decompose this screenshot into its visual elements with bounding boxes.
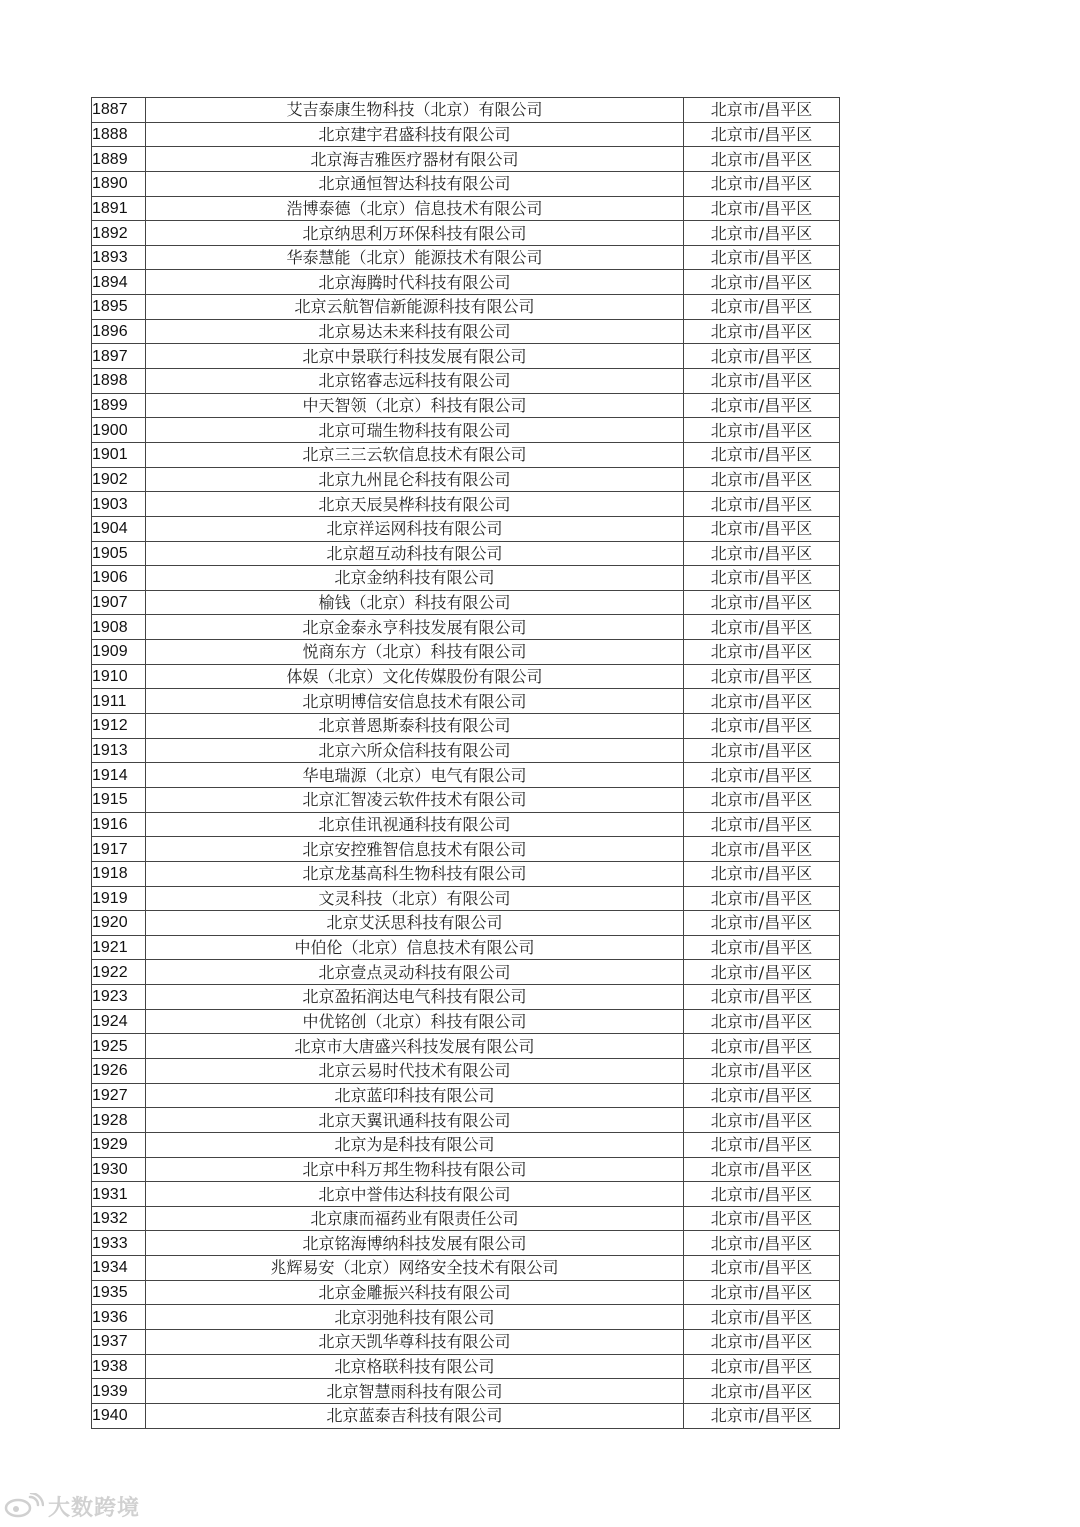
region: 北京市/昌平区 — [684, 245, 840, 270]
region: 北京市/昌平区 — [684, 738, 840, 763]
company-list-table — [91, 97, 840, 1429]
row-number: 1923 — [92, 985, 146, 1010]
company-name: 北京纳思利万环保科技有限公司 — [146, 221, 684, 246]
region: 北京市/昌平区 — [684, 516, 840, 541]
table-row — [92, 196, 840, 221]
row-number: 1928 — [92, 1108, 146, 1133]
company-name: 北京六所众信科技有限公司 — [146, 738, 684, 763]
table-row — [92, 442, 840, 467]
row-number: 1903 — [92, 492, 146, 517]
company-name: 北京九州昆仑科技有限公司 — [146, 467, 684, 492]
row-number: 1934 — [92, 1256, 146, 1281]
table-row — [92, 1182, 840, 1207]
region: 北京市/昌平区 — [684, 861, 840, 886]
row-number: 1935 — [92, 1280, 146, 1305]
region: 北京市/昌平区 — [684, 714, 840, 739]
row-number: 1897 — [92, 344, 146, 369]
company-name: 北京为是科技有限公司 — [146, 1132, 684, 1157]
region: 北京市/昌平区 — [684, 1083, 840, 1108]
table-row — [92, 1058, 840, 1083]
region: 北京市/昌平区 — [684, 393, 840, 418]
weibo-logo-icon — [4, 1493, 44, 1519]
table-row — [92, 960, 840, 985]
row-number: 1899 — [92, 393, 146, 418]
table-row — [92, 640, 840, 665]
region: 北京市/昌平区 — [684, 787, 840, 812]
table-row — [92, 664, 840, 689]
table-row — [92, 418, 840, 443]
row-number: 1893 — [92, 245, 146, 270]
company-name: 体娱（北京）文化传媒股份有限公司 — [146, 664, 684, 689]
region: 北京市/昌平区 — [684, 1108, 840, 1133]
region: 北京市/昌平区 — [684, 221, 840, 246]
row-number: 1919 — [92, 886, 146, 911]
company-name: 北京海吉雅医疗器材有限公司 — [146, 147, 684, 172]
row-number: 1904 — [92, 516, 146, 541]
company-name: 北京祥运网科技有限公司 — [146, 516, 684, 541]
region: 北京市/昌平区 — [684, 812, 840, 837]
table-row — [92, 1330, 840, 1355]
region: 北京市/昌平区 — [684, 442, 840, 467]
company-name: 北京龙基高科生物科技有限公司 — [146, 861, 684, 886]
table-row — [92, 985, 840, 1010]
row-number: 1900 — [92, 418, 146, 443]
row-number: 1917 — [92, 837, 146, 862]
row-number: 1924 — [92, 1009, 146, 1034]
table-row — [92, 689, 840, 714]
region: 北京市/昌平区 — [684, 1034, 840, 1059]
company-name: 北京市大唐盛兴科技发展有限公司 — [146, 1034, 684, 1059]
table-row — [92, 886, 840, 911]
region: 北京市/昌平区 — [684, 147, 840, 172]
company-name: 中优铭创（北京）科技有限公司 — [146, 1009, 684, 1034]
region: 北京市/昌平区 — [684, 418, 840, 443]
region: 北京市/昌平区 — [684, 886, 840, 911]
company-name: 北京中景联行科技发展有限公司 — [146, 344, 684, 369]
table-row — [92, 1280, 840, 1305]
row-number: 1913 — [92, 738, 146, 763]
watermark — [4, 1491, 140, 1521]
row-number: 1918 — [92, 861, 146, 886]
region: 北京市/昌平区 — [684, 615, 840, 640]
table-row — [92, 1379, 840, 1404]
company-name: 北京超互动科技有限公司 — [146, 541, 684, 566]
company-name: 北京金雕振兴科技有限公司 — [146, 1280, 684, 1305]
row-number: 1895 — [92, 295, 146, 320]
region: 北京市/昌平区 — [684, 344, 840, 369]
row-number: 1921 — [92, 935, 146, 960]
region: 北京市/昌平区 — [684, 122, 840, 147]
company-name: 浩博泰德（北京）信息技术有限公司 — [146, 196, 684, 221]
row-number: 1892 — [92, 221, 146, 246]
region: 北京市/昌平区 — [684, 590, 840, 615]
table-row — [92, 344, 840, 369]
region: 北京市/昌平区 — [684, 1157, 840, 1182]
company-name: 北京铭海博纳科技发展有限公司 — [146, 1231, 684, 1256]
company-name: 北京可瑞生物科技有限公司 — [146, 418, 684, 443]
company-name: 北京金纳科技有限公司 — [146, 566, 684, 591]
row-number: 1937 — [92, 1330, 146, 1355]
region: 北京市/昌平区 — [684, 566, 840, 591]
table-row — [92, 714, 840, 739]
region: 北京市/昌平区 — [684, 1132, 840, 1157]
row-number: 1930 — [92, 1157, 146, 1182]
company-name: 中天智领（北京）科技有限公司 — [146, 393, 684, 418]
row-number: 1922 — [92, 960, 146, 985]
row-number: 1931 — [92, 1182, 146, 1207]
row-number: 1890 — [92, 171, 146, 196]
company-name: 兆辉易安（北京）网络安全技术有限公司 — [146, 1256, 684, 1281]
company-name: 北京天翼讯通科技有限公司 — [146, 1108, 684, 1133]
table-row — [92, 1206, 840, 1231]
table-row — [92, 1305, 840, 1330]
table-row — [92, 492, 840, 517]
region: 北京市/昌平区 — [684, 270, 840, 295]
company-name: 华电瑞源（北京）电气有限公司 — [146, 763, 684, 788]
company-name: 北京艾沃思科技有限公司 — [146, 911, 684, 936]
row-number: 1929 — [92, 1132, 146, 1157]
row-number: 1907 — [92, 590, 146, 615]
company-name: 北京蓝印科技有限公司 — [146, 1083, 684, 1108]
region: 北京市/昌平区 — [684, 911, 840, 936]
row-number: 1938 — [92, 1354, 146, 1379]
table-row — [92, 221, 840, 246]
region: 北京市/昌平区 — [684, 1379, 840, 1404]
table-row — [92, 935, 840, 960]
row-number: 1910 — [92, 664, 146, 689]
company-name: 中伯伦（北京）信息技术有限公司 — [146, 935, 684, 960]
region: 北京市/昌平区 — [684, 295, 840, 320]
row-number: 1909 — [92, 640, 146, 665]
row-number: 1888 — [92, 122, 146, 147]
table-row — [92, 369, 840, 394]
table-row — [92, 837, 840, 862]
table-row — [92, 245, 840, 270]
row-number: 1936 — [92, 1305, 146, 1330]
company-list-body — [92, 98, 840, 1429]
table-row — [92, 98, 840, 123]
company-name: 北京壹点灵动科技有限公司 — [146, 960, 684, 985]
row-number: 1905 — [92, 541, 146, 566]
table-row — [92, 787, 840, 812]
company-name: 北京三三云软信息技术有限公司 — [146, 442, 684, 467]
table-row — [92, 590, 840, 615]
region: 北京市/昌平区 — [684, 98, 840, 123]
row-number: 1896 — [92, 319, 146, 344]
company-name: 北京佳讯视通科技有限公司 — [146, 812, 684, 837]
table-row — [92, 467, 840, 492]
company-name: 北京蓝泰吉科技有限公司 — [146, 1403, 684, 1428]
company-name: 北京中誉伟达科技有限公司 — [146, 1182, 684, 1207]
region: 北京市/昌平区 — [684, 985, 840, 1010]
region: 北京市/昌平区 — [684, 1182, 840, 1207]
company-name: 北京中科万邦生物科技有限公司 — [146, 1157, 684, 1182]
table-row — [92, 1256, 840, 1281]
row-number: 1939 — [92, 1379, 146, 1404]
watermark-text: 大数跨境 — [48, 1495, 141, 1521]
row-number: 1927 — [92, 1083, 146, 1108]
company-name: 北京盈拓润达电气科技有限公司 — [146, 985, 684, 1010]
row-number: 1898 — [92, 369, 146, 394]
company-name: 北京云航智信新能源科技有限公司 — [146, 295, 684, 320]
row-number: 1926 — [92, 1058, 146, 1083]
company-name: 北京明博信安信息技术有限公司 — [146, 689, 684, 714]
table-row — [92, 1108, 840, 1133]
table-row — [92, 738, 840, 763]
company-name: 悦商东方（北京）科技有限公司 — [146, 640, 684, 665]
company-name: 北京天辰昊桦科技有限公司 — [146, 492, 684, 517]
company-name: 北京海腾时代科技有限公司 — [146, 270, 684, 295]
region: 北京市/昌平区 — [684, 492, 840, 517]
row-number: 1908 — [92, 615, 146, 640]
region: 北京市/昌平区 — [684, 837, 840, 862]
row-number: 1925 — [92, 1034, 146, 1059]
company-name: 北京建宇君盛科技有限公司 — [146, 122, 684, 147]
region: 北京市/昌平区 — [684, 689, 840, 714]
table-row — [92, 122, 840, 147]
table-row — [92, 763, 840, 788]
region: 北京市/昌平区 — [684, 1305, 840, 1330]
region: 北京市/昌平区 — [684, 369, 840, 394]
company-name: 北京金泰永亨科技发展有限公司 — [146, 615, 684, 640]
table-row — [92, 861, 840, 886]
table-row — [92, 615, 840, 640]
company-name: 华泰慧能（北京）能源技术有限公司 — [146, 245, 684, 270]
region: 北京市/昌平区 — [684, 1403, 840, 1428]
table-row — [92, 812, 840, 837]
company-name: 文灵科技（北京）有限公司 — [146, 886, 684, 911]
table-row — [92, 147, 840, 172]
row-number: 1933 — [92, 1231, 146, 1256]
table-row — [92, 295, 840, 320]
company-name: 北京铭睿志远科技有限公司 — [146, 369, 684, 394]
company-name: 北京羽弛科技有限公司 — [146, 1305, 684, 1330]
row-number: 1887 — [92, 98, 146, 123]
region: 北京市/昌平区 — [684, 1206, 840, 1231]
table-row — [92, 1009, 840, 1034]
table-row — [92, 319, 840, 344]
row-number: 1914 — [92, 763, 146, 788]
region: 北京市/昌平区 — [684, 196, 840, 221]
row-number: 1932 — [92, 1206, 146, 1231]
region: 北京市/昌平区 — [684, 319, 840, 344]
table-row — [92, 1231, 840, 1256]
row-number: 1889 — [92, 147, 146, 172]
table-row — [92, 393, 840, 418]
region: 北京市/昌平区 — [684, 1256, 840, 1281]
table-row — [92, 1034, 840, 1059]
row-number: 1920 — [92, 911, 146, 936]
table-row — [92, 911, 840, 936]
region: 北京市/昌平区 — [684, 171, 840, 196]
region: 北京市/昌平区 — [684, 935, 840, 960]
table-row — [92, 171, 840, 196]
company-name: 北京康而福药业有限责任公司 — [146, 1206, 684, 1231]
company-name: 北京云易时代技术有限公司 — [146, 1058, 684, 1083]
row-number: 1911 — [92, 689, 146, 714]
region: 北京市/昌平区 — [684, 763, 840, 788]
table-row — [92, 1083, 840, 1108]
company-name: 榆钱（北京）科技有限公司 — [146, 590, 684, 615]
region: 北京市/昌平区 — [684, 1009, 840, 1034]
company-name: 北京易达未来科技有限公司 — [146, 319, 684, 344]
company-name: 艾吉泰康生物科技（北京）有限公司 — [146, 98, 684, 123]
company-name: 北京通恒智达科技有限公司 — [146, 171, 684, 196]
region: 北京市/昌平区 — [684, 640, 840, 665]
row-number: 1902 — [92, 467, 146, 492]
table-row — [92, 1403, 840, 1428]
table-row — [92, 541, 840, 566]
region: 北京市/昌平区 — [684, 1280, 840, 1305]
company-name: 北京智慧雨科技有限公司 — [146, 1379, 684, 1404]
row-number: 1940 — [92, 1403, 146, 1428]
row-number: 1916 — [92, 812, 146, 837]
company-name: 北京汇智凌云软件技术有限公司 — [146, 787, 684, 812]
row-number: 1912 — [92, 714, 146, 739]
table-row — [92, 1157, 840, 1182]
region: 北京市/昌平区 — [684, 1058, 840, 1083]
table-row — [92, 566, 840, 591]
company-name: 北京格联科技有限公司 — [146, 1354, 684, 1379]
region: 北京市/昌平区 — [684, 1231, 840, 1256]
region: 北京市/昌平区 — [684, 1330, 840, 1355]
table-row — [92, 270, 840, 295]
region: 北京市/昌平区 — [684, 1354, 840, 1379]
table-row — [92, 516, 840, 541]
region: 北京市/昌平区 — [684, 960, 840, 985]
table-row — [92, 1132, 840, 1157]
row-number: 1901 — [92, 442, 146, 467]
region: 北京市/昌平区 — [684, 541, 840, 566]
region: 北京市/昌平区 — [684, 467, 840, 492]
row-number: 1894 — [92, 270, 146, 295]
company-name: 北京安控雅智信息技术有限公司 — [146, 837, 684, 862]
row-number: 1915 — [92, 787, 146, 812]
table-row — [92, 1354, 840, 1379]
row-number: 1906 — [92, 566, 146, 591]
row-number: 1891 — [92, 196, 146, 221]
company-name: 北京天凯华尊科技有限公司 — [146, 1330, 684, 1355]
region: 北京市/昌平区 — [684, 664, 840, 689]
company-name: 北京普恩斯泰科技有限公司 — [146, 714, 684, 739]
